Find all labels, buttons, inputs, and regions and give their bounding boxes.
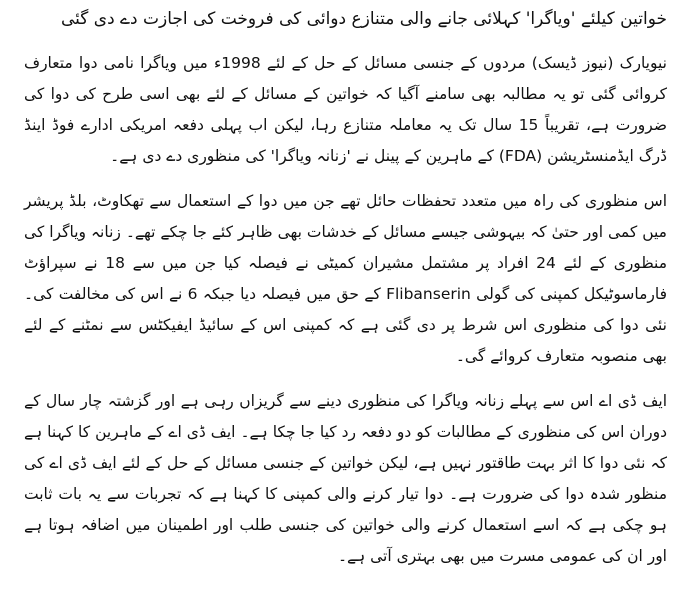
article-paragraph: اس منظوری کی راہ میں متعدد تحفظات حائل تھے جن میں دوا کے استعمال سے تھکاوٹ، بلڈ پریشر میں کمی اور حتیٰ کہ بیہوشی جیسے مسائل کے خدشات بھی ظاہر کئے جا چکے تھے۔ زنانہ ویاگرا کی منظوری کے لئے 24 افراد پر مشتمل مشیران کمیٹی نے فیصلہ کیا جن میں سے 18 نے سپراؤٹ فارماسوٹیکل کمپنی کی گولی Flibanserin کے حق میں فیصلہ دیا جبکہ 6 نے اس کی مخالفت کی۔ نئی دوا کی منظوری اس شرط پر دی گئی ہے کہ کمپنی اس کے سائیڈ ایفیکٹس سے نمٹنے کے لئے بھی منصوبہ متعارف کروائے گی۔ bbox=[24, 192, 668, 365]
article-paragraph: نیویارک (نیوز ڈیسک) مردوں کے جنسی مسائل کے حل کے لئے 1998ء میں ویاگرا نامی دوا متعارف کروائی گئی تو یہ مطالبہ بھی سامنے آگیا کہ خواتین کے مسائل کے لئے بھی اسی طرح کی دوا کی ضرورت ہے، تقریباً 15 سال تک یہ معاملہ متنازع رہا، لیکن اب پہلی دفعہ امریکی ادارے فوڈ اینڈ ڈرگ ایڈمنسٹریشن (FDA) کے ماہرین کے پینل نے 'زنانہ ویاگرا' کی منظوری دے دی ہے۔ bbox=[24, 54, 667, 165]
article-headline: خواتین کیلئے 'ویاگرا' کہلائی جانے والی متنازع دوائی کی فروخت کی اجازت دے دی گئی bbox=[60, 9, 667, 29]
article-paragraph: ایف ڈی اے اس سے پہلے زنانہ ویاگرا کی منظوری دینے سے گریزاں رہی ہے اور گزشتہ چار سال کے دوران اس کی منظوری کے مطالبات کو دو دفعہ رد کیا جا چکا ہے۔ ایف ڈی اے کے ماہرین کا کہنا ہے کہ نئی دوا کا اثر بہت طاقتور نہیں ہے، لیکن خواتین کے جنسی مسائل کے حل کے لئے ایف ڈی اے کی منظور شدہ دوا کی ضرورت ہے۔ دوا تیار کرنے والی کمپنی کا کہنا ہے کہ تجربات سے یہ بات ثابت ہو چکی ہے کہ اسے استعمال کرنے والی خواتین کی جنسی طلب اور اطمینان میں اضافہ ہوتا ہے اور ان کی عمومی مسرت میں بھی بہتری آتی ہے۔ bbox=[24, 392, 667, 565]
